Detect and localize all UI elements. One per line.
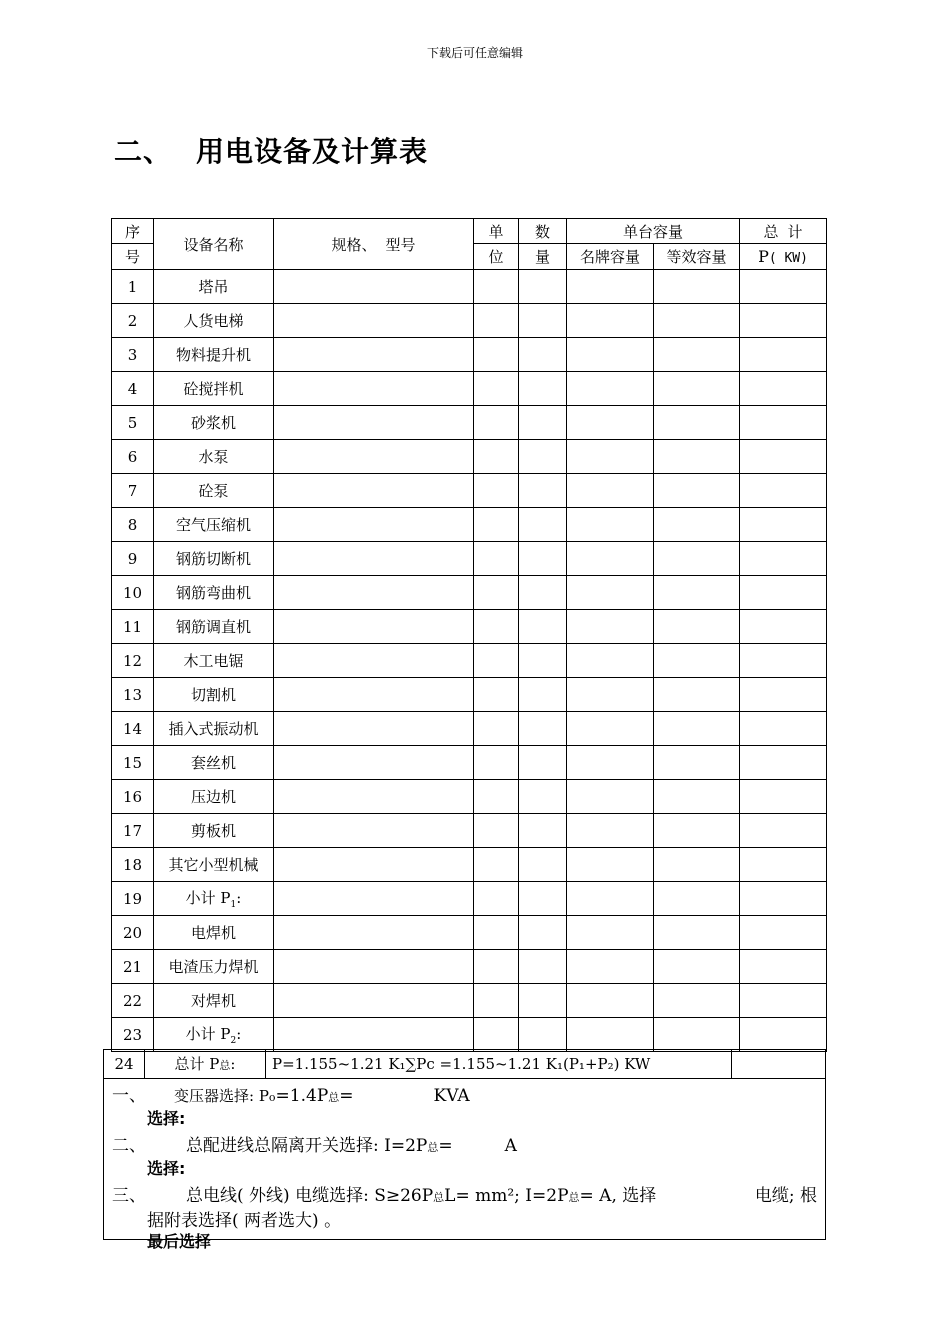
row-equivalent-cell: [654, 814, 740, 848]
row-spec-cell: [274, 338, 474, 372]
row-number: 10: [112, 576, 154, 610]
row-qty-cell: [519, 678, 567, 712]
row-unit-cell: [474, 406, 519, 440]
row-qty-cell: [519, 542, 567, 576]
row-nameplate-cell: [567, 644, 654, 678]
col-total-bot: [740, 244, 827, 270]
col-qty-bot: 量: [519, 244, 567, 270]
row-unit-cell: [474, 780, 519, 814]
row-total-cell: [740, 1018, 827, 1052]
row-number: 4: [112, 372, 154, 406]
total-formula: P=1.155~1.21 K₁∑Pc =1.155~1.21 K₁(P₁+P₂) KW: [272, 1055, 651, 1073]
note3-sub2: 总: [568, 1191, 580, 1204]
row-unit-cell: [474, 508, 519, 542]
row-nameplate-cell: [567, 882, 654, 916]
row-spec-cell: [274, 984, 474, 1018]
row-nameplate-cell: [567, 406, 654, 440]
row-spec-cell: [274, 780, 474, 814]
table-row: [112, 882, 827, 916]
row-unit-cell: [474, 950, 519, 984]
section-number: 二、: [114, 135, 173, 168]
col-unit-bot: 位: [474, 244, 519, 270]
row-number: 7: [112, 474, 154, 508]
row-equivalent-cell: [654, 610, 740, 644]
row-total-cell: [740, 576, 827, 610]
row-equivalent-cell: [654, 270, 740, 304]
row-qty-cell: [519, 440, 567, 474]
row-equivalent-cell: [654, 644, 740, 678]
row-equivalent-cell: [654, 712, 740, 746]
row-name-suffix: :: [236, 889, 242, 907]
row-spec-cell: [274, 474, 474, 508]
note2-text: 总配进线总隔离开关选择: I=2P: [186, 1136, 428, 1156]
table-row: [112, 780, 827, 814]
row-spec-cell: [274, 882, 474, 916]
row-spec-cell: [274, 406, 474, 440]
row-nameplate-cell: [567, 474, 654, 508]
col-nameplate: 名牌容量: [567, 244, 654, 270]
row-number: 14: [112, 712, 154, 746]
row-equivalent-cell: [654, 372, 740, 406]
row-equipment-name: 剪板机: [154, 814, 274, 848]
row-qty-cell: [519, 882, 567, 916]
row-unit-cell: [474, 372, 519, 406]
col-seq-top: 序: [112, 219, 154, 244]
row-spec-cell: [274, 746, 474, 780]
row-unit-cell: [474, 916, 519, 950]
row-qty-cell: [519, 984, 567, 1018]
row-spec-cell: [274, 712, 474, 746]
col-capacity: 单台容量: [567, 219, 740, 244]
row-number: 3: [112, 338, 154, 372]
row-equivalent-cell: [654, 576, 740, 610]
row-qty-cell: [519, 304, 567, 338]
row-equivalent-cell: [654, 508, 740, 542]
row-equipment-name: 物料提升机: [154, 338, 274, 372]
col-seq-bot: 号: [112, 244, 154, 270]
row-nameplate-cell: [567, 440, 654, 474]
table-row: [112, 440, 827, 474]
row-equipment-name: 人货电梯: [154, 304, 274, 338]
row-equivalent-cell: [654, 950, 740, 984]
row-total-cell: [740, 848, 827, 882]
row-equipment-name: 砼搅拌机: [154, 372, 274, 406]
note3-rest: = A, 选择: [579, 1186, 657, 1206]
row-spec-cell: [274, 610, 474, 644]
row-qty-cell: [519, 1018, 567, 1052]
row-qty-cell: [519, 508, 567, 542]
row-nameplate-cell: [567, 304, 654, 338]
table-row: [112, 678, 827, 712]
row-number: 19: [112, 882, 154, 916]
row-number: 17: [112, 814, 154, 848]
row-total-cell: [740, 984, 827, 1018]
table-row: [112, 270, 827, 304]
row-equivalent-cell: [654, 780, 740, 814]
row-spec-cell: [274, 848, 474, 882]
row-unit-cell: [474, 712, 519, 746]
row-unit-cell: [474, 304, 519, 338]
table-row: [112, 848, 827, 882]
row-equivalent-cell: [654, 474, 740, 508]
table-row: [112, 576, 827, 610]
table-row: [112, 814, 827, 848]
row-nameplate-cell: [567, 848, 654, 882]
row-unit-cell: [474, 1018, 519, 1052]
note3-cont: 据附表选择( 两者选大) 。: [147, 1211, 342, 1231]
row-total-cell: [740, 406, 827, 440]
total-label-sub: 总: [219, 1059, 231, 1072]
table-row: [112, 304, 827, 338]
row-qty-cell: [519, 474, 567, 508]
note3-text: 总电线( 外线) 电缆选择: S≥26P: [186, 1186, 434, 1206]
note3-end: 电缆; 根: [754, 1186, 817, 1206]
row-equivalent-cell: [654, 304, 740, 338]
row-equipment-name: 钢筋调直机: [154, 610, 274, 644]
row-unit-cell: [474, 848, 519, 882]
row-number: 11: [112, 610, 154, 644]
row-nameplate-cell: [567, 984, 654, 1018]
row-equivalent-cell: [654, 542, 740, 576]
total-label-suffix: :: [230, 1055, 236, 1073]
note1-select: 选择:: [147, 1109, 186, 1128]
row-spec-cell: [274, 508, 474, 542]
row-unit-cell: [474, 746, 519, 780]
total-row-label: [145, 1050, 266, 1078]
row-qty-cell: [519, 780, 567, 814]
note-switch: [112, 1131, 517, 1156]
row-spec-cell: [274, 814, 474, 848]
note1-sub2: 总: [328, 1091, 340, 1104]
table-row: [112, 712, 827, 746]
row-number: 15: [112, 746, 154, 780]
row-number: 16: [112, 780, 154, 814]
row-unit-cell: [474, 644, 519, 678]
row-equivalent-cell: [654, 406, 740, 440]
row-nameplate-cell: [567, 678, 654, 712]
row-nameplate-cell: [567, 712, 654, 746]
row-equivalent-cell: [654, 440, 740, 474]
table-row: [112, 474, 827, 508]
note-transformer: [112, 1081, 470, 1106]
note1-unit: KVA: [433, 1086, 470, 1106]
row-number: 21: [112, 950, 154, 984]
row-number: 9: [112, 542, 154, 576]
col-total-unit: ( KW): [768, 251, 808, 266]
row-nameplate-cell: [567, 950, 654, 984]
row-qty-cell: [519, 644, 567, 678]
row-number: 13: [112, 678, 154, 712]
row-equipment-name: 插入式振动机: [154, 712, 274, 746]
row-total-cell: [740, 338, 827, 372]
row-qty-cell: [519, 610, 567, 644]
row-total-cell: [740, 780, 827, 814]
note1-eq: =: [339, 1086, 354, 1106]
row-total-cell: [740, 678, 827, 712]
row-number: 18: [112, 848, 154, 882]
table-row: [112, 984, 827, 1018]
row-total-cell: [740, 508, 827, 542]
table-row: [112, 916, 827, 950]
row-unit-cell: [474, 610, 519, 644]
row-qty-cell: [519, 338, 567, 372]
row-equipment-name: 水泵: [154, 440, 274, 474]
row-qty-cell: [519, 270, 567, 304]
row-total-cell: [740, 440, 827, 474]
row-name-sub: 2: [230, 1036, 237, 1046]
row-qty-cell: [519, 712, 567, 746]
row-total-cell: [740, 644, 827, 678]
row-spec-cell: [274, 542, 474, 576]
note1-text: 变压器选择: P: [174, 1087, 269, 1105]
row-total-cell: [740, 916, 827, 950]
row-equipment-name: 电焊机: [154, 916, 274, 950]
note3-select: 最后选择: [147, 1232, 212, 1251]
row-nameplate-cell: [567, 338, 654, 372]
row-equivalent-cell: [654, 1018, 740, 1052]
row-qty-cell: [519, 746, 567, 780]
row-number: 20: [112, 916, 154, 950]
row-unit-cell: [474, 270, 519, 304]
row-equipment-name: 切割机: [154, 678, 274, 712]
row-equipment-name: 其它小型机械: [154, 848, 274, 882]
row-spec-cell: [274, 440, 474, 474]
row-total-cell: [740, 746, 827, 780]
row-total-cell: [740, 882, 827, 916]
row-number: 22: [112, 984, 154, 1018]
note-cable: [112, 1181, 817, 1206]
row-spec-cell: [274, 270, 474, 304]
row-equivalent-cell: [654, 984, 740, 1018]
note1-rest: =1.4P: [275, 1086, 329, 1106]
note1-num: 一、: [112, 1086, 146, 1106]
row-nameplate-cell: [567, 610, 654, 644]
section-title-text: 用电设备及计算表: [196, 135, 429, 168]
row-unit-cell: [474, 542, 519, 576]
table-row: [112, 610, 827, 644]
row-nameplate-cell: [567, 1018, 654, 1052]
row-equipment-name: 塔吊: [154, 270, 274, 304]
row-spec-cell: [274, 950, 474, 984]
row-equipment-name: 空气压缩机: [154, 508, 274, 542]
row-unit-cell: [474, 474, 519, 508]
equipment-table: [111, 218, 827, 1052]
total-row: [103, 1049, 826, 1079]
col-name: 设备名称: [154, 219, 274, 270]
row-nameplate-cell: [567, 508, 654, 542]
note2-num: 二、: [112, 1136, 146, 1156]
row-name-text: 小计 P: [185, 1025, 231, 1043]
row-equipment-name: 钢筋切断机: [154, 542, 274, 576]
row-equipment-name: 压边机: [154, 780, 274, 814]
row-number: 8: [112, 508, 154, 542]
row-spec-cell: [274, 678, 474, 712]
row-number: 5: [112, 406, 154, 440]
note3-num: 三、: [112, 1186, 146, 1206]
table-body: [112, 270, 827, 1052]
row-unit-cell: [474, 882, 519, 916]
row-equipment-name: [154, 882, 274, 916]
table-row: [112, 372, 827, 406]
row-unit-cell: [474, 576, 519, 610]
note2-sub: 总: [427, 1141, 439, 1154]
row-nameplate-cell: [567, 814, 654, 848]
row-qty-cell: [519, 576, 567, 610]
row-equipment-name: [154, 1018, 274, 1052]
table-row: [112, 1018, 827, 1052]
col-total-p: P: [758, 247, 769, 266]
total-row-divider: [731, 1050, 732, 1078]
row-total-cell: [740, 712, 827, 746]
col-equivalent: 等效容量: [654, 244, 740, 270]
row-number: 23: [112, 1018, 154, 1052]
row-number: 12: [112, 644, 154, 678]
row-equivalent-cell: [654, 848, 740, 882]
row-equipment-name: 砼泵: [154, 474, 274, 508]
note3-mid: L= mm²; I=2P: [444, 1186, 569, 1206]
note2-unit: A: [504, 1136, 517, 1156]
row-number: 2: [112, 304, 154, 338]
note1-sub: o: [268, 1091, 276, 1104]
row-equivalent-cell: [654, 338, 740, 372]
col-total-top: 总 计: [740, 219, 827, 244]
row-qty-cell: [519, 848, 567, 882]
row-nameplate-cell: [567, 916, 654, 950]
row-spec-cell: [274, 372, 474, 406]
row-total-cell: [740, 474, 827, 508]
row-equipment-name: 木工电锯: [154, 644, 274, 678]
row-number: 6: [112, 440, 154, 474]
row-nameplate-cell: [567, 780, 654, 814]
row-equivalent-cell: [654, 746, 740, 780]
row-spec-cell: [274, 1018, 474, 1052]
row-total-cell: [740, 270, 827, 304]
col-qty-top: 数: [519, 219, 567, 244]
row-nameplate-cell: [567, 270, 654, 304]
row-equipment-name: 对焊机: [154, 984, 274, 1018]
row-total-cell: [740, 814, 827, 848]
row-total-cell: [740, 542, 827, 576]
row-qty-cell: [519, 406, 567, 440]
row-qty-cell: [519, 950, 567, 984]
row-spec-cell: [274, 576, 474, 610]
row-name-text: 小计 P: [185, 889, 231, 907]
section-title: [114, 130, 428, 170]
row-spec-cell: [274, 644, 474, 678]
table-row: [112, 644, 827, 678]
row-unit-cell: [474, 984, 519, 1018]
row-qty-cell: [519, 372, 567, 406]
table-row: [112, 950, 827, 984]
row-equipment-name: 套丝机: [154, 746, 274, 780]
note2-eq: =: [438, 1136, 453, 1156]
notes-box: [103, 1079, 826, 1251]
col-unit-top: 单: [474, 219, 519, 244]
col-spec: 规格、 型号: [274, 219, 474, 270]
row-total-cell: [740, 950, 827, 984]
row-equipment-name: 砂浆机: [154, 406, 274, 440]
row-nameplate-cell: [567, 576, 654, 610]
row-unit-cell: [474, 440, 519, 474]
row-total-cell: [740, 304, 827, 338]
table-row: [112, 508, 827, 542]
total-row-number: 24: [104, 1050, 145, 1078]
table-row: [112, 338, 827, 372]
note2-select: 选择:: [147, 1159, 186, 1178]
total-label-text: 总计 P: [174, 1055, 220, 1073]
row-total-cell: [740, 610, 827, 644]
row-unit-cell: [474, 814, 519, 848]
table-row: [112, 542, 827, 576]
row-equipment-name: 电渣压力焊机: [154, 950, 274, 984]
table-row: [112, 406, 827, 440]
row-name-sub: 1: [230, 900, 237, 910]
row-unit-cell: [474, 678, 519, 712]
row-unit-cell: [474, 338, 519, 372]
row-total-cell: [740, 372, 827, 406]
row-nameplate-cell: [567, 542, 654, 576]
page-header: 下载后可任意编辑: [426, 46, 523, 60]
row-equivalent-cell: [654, 916, 740, 950]
row-number: 1: [112, 270, 154, 304]
row-equipment-name: 钢筋弯曲机: [154, 576, 274, 610]
row-spec-cell: [274, 916, 474, 950]
row-name-suffix: :: [236, 1025, 242, 1043]
table-row: [112, 746, 827, 780]
row-equivalent-cell: [654, 678, 740, 712]
row-qty-cell: [519, 814, 567, 848]
row-spec-cell: [274, 304, 474, 338]
row-nameplate-cell: [567, 372, 654, 406]
note3-sub: 总: [433, 1191, 445, 1204]
row-nameplate-cell: [567, 746, 654, 780]
row-qty-cell: [519, 916, 567, 950]
row-equivalent-cell: [654, 882, 740, 916]
